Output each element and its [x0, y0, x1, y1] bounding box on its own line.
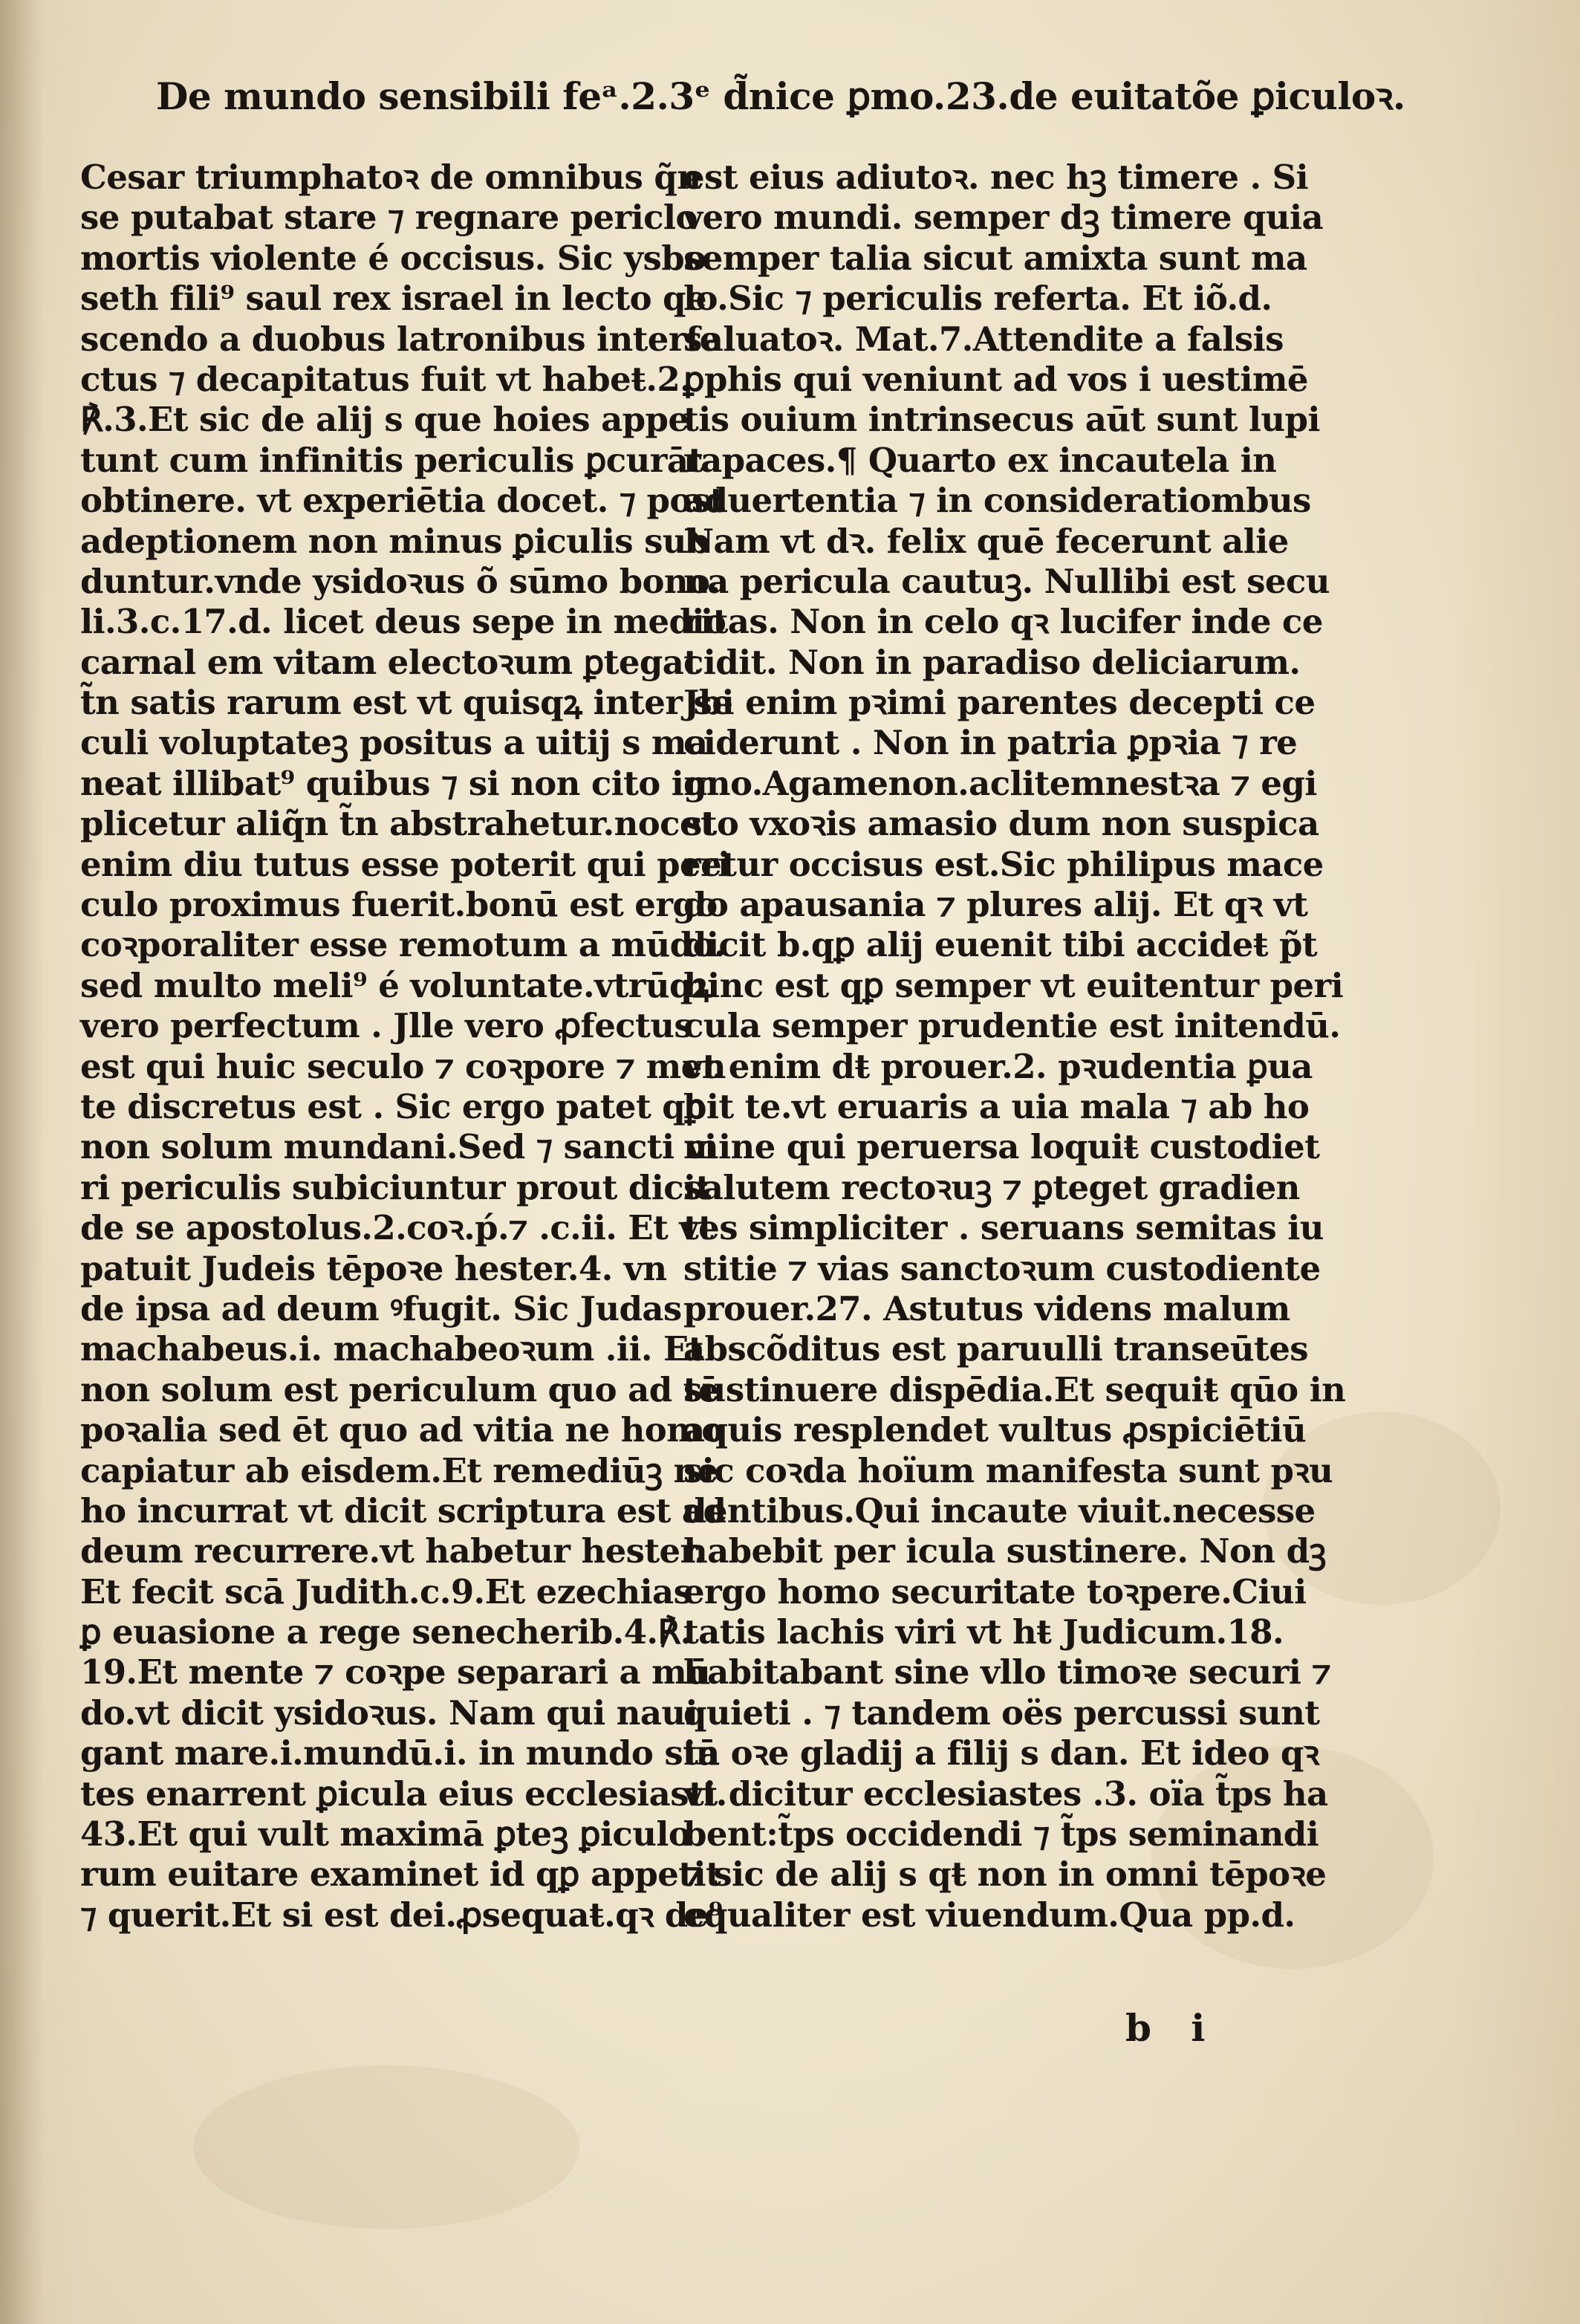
- left-column-line: tes enarrent ꝑicula eius ecclesiasti.: [80, 1773, 727, 1814]
- left-column-line: ho incurrat vt dicit scriptura est ad: [80, 1490, 726, 1531]
- right-column-line: mine qui peruersa loquiŧ custodiet: [683, 1127, 1320, 1167]
- left-column-line: gant mare.i.mundū.i. in mundo stā: [80, 1733, 719, 1773]
- right-column-line: est eius adiutoꝛ. nec hꝫ timere . Si: [683, 158, 1309, 197]
- right-column-line: abscõditus est paruulli transeūtes: [683, 1329, 1308, 1369]
- left-column-line: ⁊ querit.Et si est dei.ꝓsequaŧ.qꝛ de⁹: [80, 1895, 723, 1935]
- left-column-line: de ipsa ad deum ꝰfugit. Sic Judas: [80, 1288, 682, 1328]
- right-column-line: ciderunt . Non in patria ꝑpꝛia ⁊ re: [683, 723, 1298, 763]
- right-column-line: Nam vt dꝛ. felix quē fecerunt alie: [683, 521, 1289, 561]
- right-column-line: retur occisus est.Sic philipus mace: [683, 844, 1324, 884]
- left-column-line: 43.Et qui vult maximā ꝑteꝫ ꝑiculo: [80, 1814, 691, 1854]
- left-column-line: li.3.c.17.d. licet deus sepe in medio: [80, 602, 726, 642]
- left-column-line: non solum mundani.Sed ⁊ sancti vi: [80, 1127, 717, 1167]
- left-column-line: seth fili⁹ saul rex israel in lecto qe: [80, 279, 707, 319]
- right-column-line: prouer.27. Astutus videns malum: [683, 1288, 1290, 1328]
- spine-shadow: [0, 0, 45, 2324]
- left-column-line: se putabat stare ⁊ regnare periclo: [80, 198, 698, 238]
- right-column-line: stitie ⁊ vias sanctoꝛum custodiente: [683, 1248, 1321, 1288]
- right-column-line: dicit b.qꝑ alij euenit tibi accideŧ p̃t: [683, 925, 1318, 965]
- left-column-line: tunt cum infinitis periculis ꝑcurāt: [80, 440, 703, 480]
- right-column-line: tes simpliciter . seruans semitas iu: [683, 1208, 1324, 1248]
- right-column-line: aquis resplendet vultus ꝓspiciētiū: [683, 1410, 1307, 1450]
- left-column-line: ctus ⁊ decapitatus fuit vt habeŧ.2.: [80, 359, 692, 399]
- left-column-line: 19.Et mente ⁊ coꝛpe separari a mū: [80, 1652, 711, 1692]
- right-column-line: sic coꝛda hoïum manifesta sunt pꝛu: [683, 1450, 1333, 1490]
- right-column-line: na pericula cautuꝫ. Nullibi est secu: [683, 561, 1330, 601]
- right-column-line: bent:t̃ps occidendi ⁊ t̃ps seminandi: [683, 1814, 1319, 1854]
- left-column-line: ꝑ euasione a rege senecherib.4.℟.: [80, 1612, 692, 1652]
- right-column-line: ergo homo securitate toꝛpere.Ciui: [683, 1571, 1307, 1611]
- right-column-line: cula semper prudentie est initendū.: [683, 1006, 1341, 1046]
- left-column-line: est qui huic seculo ⁊ coꝛpore ⁊ men: [80, 1046, 726, 1086]
- right-column-line: equaliter est viuendum.Qua pp.d.: [683, 1895, 1295, 1935]
- right-column-line: habebit per icula sustinere. Non dꝫ: [683, 1531, 1326, 1571]
- right-column-line: ꝑphis qui veniunt ad vos i uestimē: [683, 359, 1308, 399]
- left-column-line: culo proximus fuerit.bonū est ergo: [80, 885, 718, 925]
- left-column-line: adeptionem non minus ꝑiculis sub: [80, 521, 709, 561]
- left-column-line: rum euitare examinet id qꝑ appetit: [80, 1854, 721, 1895]
- right-column-line: gno.Agamenon.aclitemnestꝛa ⁊ egi: [683, 763, 1317, 803]
- left-column-line: machabeus.i. machabeoꝛum .ii. Et: [80, 1329, 703, 1369]
- right-column-line: lo.Sic ⁊ periculis referta. Et iõ.d.: [683, 279, 1272, 319]
- right-column-line: aduertentia ⁊ in consideratiombus: [683, 481, 1311, 521]
- left-column-line: t̃n satis rarum est vt quisqꝝ inter se: [80, 683, 733, 723]
- left-column-line: de se apostolus.2.coꝛ.ṕ.⁊ .c.ii. Et vt: [80, 1208, 714, 1248]
- right-text-column: [683, 158, 1346, 1935]
- left-column-line: mortis violente é occisus. Sic ysbo: [80, 238, 706, 278]
- left-column-line: vero perfectum . Jlle vero ꝓfectus: [80, 1006, 693, 1046]
- left-column-line: duntur.vnde ysidoꝛus õ sūmo bono.: [80, 561, 721, 601]
- right-column-line: habitabant sine vllo timoꝛe securi ⁊: [683, 1652, 1331, 1692]
- left-column-line: obtinere. vt experiētia docet. ⁊ post: [80, 481, 725, 521]
- right-column-line: dentibus.Qui incaute viuit.necesse: [683, 1490, 1316, 1531]
- left-column-line: capiatur ab eisdem.Et remediūꝫ ne: [80, 1450, 718, 1490]
- right-column-line: tatis lachis viri vt hŧ Judicum.18.: [683, 1612, 1284, 1652]
- right-column-line: in oꝛe gladij a filij s dan. Et ideo qꝛ: [683, 1733, 1319, 1773]
- left-column-line: scendo a duobus latronibus interfe: [80, 319, 721, 359]
- right-column-line: ritas. Non in celo qꝛ lucifer inde ce: [683, 602, 1323, 642]
- left-text-column: [80, 158, 733, 1935]
- left-column-line: Et fecit scā Judith.c.9.Et ezechias: [80, 1571, 692, 1611]
- right-column-line: semper talia sicut amixta sunt ma: [683, 238, 1307, 278]
- paper-stain: [193, 2065, 579, 2229]
- left-column-line: enim diu tutus esse poterit qui peri: [80, 844, 730, 884]
- left-column-line: neat illibat⁹ quibus ⁊ si non cito im: [80, 763, 719, 803]
- right-column-line: Jbi enim pꝛimi parentes decepti ce: [683, 683, 1316, 723]
- right-column-line: ⁊ sic de alij s qŧ non in omni tēpoꝛe: [683, 1854, 1327, 1895]
- right-column-line: salutem rectoꝛuꝫ ⁊ ꝑteget gradien: [683, 1167, 1300, 1207]
- right-column-line: rapaces.¶ Quarto ex incautela in: [683, 440, 1277, 480]
- right-column-line: vt enim dŧ prouer.2. pꝛudentia ꝑua: [683, 1046, 1313, 1086]
- right-column-line: sto vxoꝛis amasio dum non suspica: [683, 804, 1319, 844]
- left-column-line: Cesar triumphatoꝛ de omnibus q̃n: [80, 158, 701, 197]
- left-column-line: non solum est periculum quo ad tē: [80, 1369, 719, 1409]
- left-column-line: sed multo meli⁹ é voluntate.vtrūqꝝ: [80, 965, 712, 1005]
- right-column-line: vt dicitur ecclesiastes .3. oïa t̃ps ha: [683, 1773, 1328, 1814]
- left-column-line: deum recurrere.vt habetur hester.: [80, 1531, 706, 1571]
- left-column-line: patuit Judeis tēpoꝛe hester.4. vn: [80, 1248, 667, 1288]
- right-column-line: saluatoꝛ. Mat.7.Attendite a falsis: [683, 319, 1284, 359]
- right-column-line: quieti . ⁊ tandem oës percussi sunt: [683, 1692, 1320, 1733]
- signature-mark: b i: [1125, 2006, 1219, 2050]
- right-column-line: tis ouium intrinsecus aūt sunt lupi: [683, 400, 1320, 440]
- right-column-line: sustinuere dispēdia.Et sequiŧ qūo in: [683, 1369, 1346, 1409]
- left-column-line: ri periculis subiciuntur prout dicit: [80, 1167, 711, 1207]
- left-column-line: plicetur aliq̃n t̃n abstrahetur.nocet: [80, 804, 716, 844]
- left-column-line: carnal em vitam electoꝛum ꝑtegat: [80, 642, 699, 682]
- left-column-line: do.vt dicit ysidoꝛus. Nam qui naui: [80, 1692, 698, 1733]
- left-column-line: poꝛalia sed ēt quo ad vitia ne homo: [80, 1410, 724, 1450]
- right-column-line: do apausania ⁊ plures alij. Et qꝛ vt: [683, 885, 1308, 925]
- right-column-line: cidit. Non in paradiso deliciarum.: [683, 642, 1301, 682]
- right-column-line: bit te.vt eruaris a uia mala ⁊ ab ho: [683, 1086, 1310, 1126]
- right-column-line: vero mundi. semper dꝫ timere quia: [683, 198, 1324, 238]
- running-header: De mundo sensibili feᵃ.2.3ᵉ d̃nice ꝑmo.23.de euitatõe ꝑiculoꝛ.: [156, 74, 1405, 118]
- left-column-line: coꝛporaliter esse remotum a mūdo.: [80, 925, 726, 965]
- left-column-line: culi voluptateꝫ positus a uitij s ma: [80, 723, 708, 763]
- right-column-line: hinc est qꝑ semper vt euitentur peri: [683, 965, 1344, 1005]
- left-column-line: te discretus est . Sic ergo patet qꝑ: [80, 1086, 706, 1126]
- left-column-line: ℟.3.Et sic de alij s que hoies appe: [80, 400, 689, 440]
